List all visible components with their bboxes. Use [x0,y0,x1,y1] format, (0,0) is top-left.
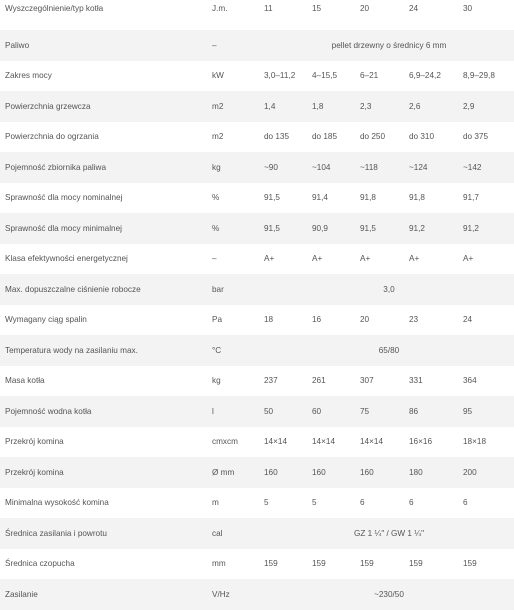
row-value: 91,4 [312,193,328,203]
row-value: 159 [264,559,278,569]
row-unit: % [212,213,264,244]
row-label: Średnica czopucha [5,559,75,569]
row-value: 237 [264,376,278,386]
row-value-span: GZ 1 ¼" / GW 1 ¼" [264,518,514,549]
row-value: do 135 [264,132,290,142]
row-unit: m2 [212,132,224,142]
row-label: Klasa efektywności energetycznej [5,254,128,264]
row-value: 86 [409,396,463,427]
row-value: A+ [312,254,323,264]
row-label: Przekrój komina [0,457,212,488]
row-unit: l [212,396,264,427]
row-unit: m2 [212,91,264,122]
table-row [0,213,514,244]
row-value: 14×14 [312,437,335,447]
row-value: 20 [360,315,370,325]
header-model-15: 15 [312,4,322,13]
header-model-20: 20 [360,4,370,13]
row-value: 2,9 [463,91,514,122]
row-label: Przekrój komina [5,437,64,447]
row-unit: kg [212,152,264,183]
row-value: 60 [312,396,360,427]
row-value: do 250 [360,132,386,142]
row-value: 91,2 [463,213,514,244]
row-value: 16 [312,315,322,325]
row-unit: kg [212,376,221,386]
table-row [0,183,514,214]
row-unit: – [212,254,217,264]
table-row [0,274,514,305]
header-model-11: 11 [264,4,273,13]
table-row [0,579,514,610]
row-value: 1,8 [312,91,360,122]
table-row [0,488,514,519]
row-unit: m [212,498,219,508]
row-value: 91,5 [360,213,409,244]
header-model-24: 24 [409,4,419,13]
row-label: Wymagany ciąg spalin [5,315,87,325]
row-value: 91,8 [409,193,425,203]
row-value: ~104 [312,152,360,183]
row-value: 3,0–11,2 [264,71,296,81]
row-value: 90,9 [312,213,360,244]
table-row [0,366,514,397]
row-label: Pojemność zbiornika paliwa [0,152,212,183]
row-label: Powierzchnia do ogrzania [5,132,99,142]
row-value: 6–21 [360,71,379,81]
row-unit: °C [212,335,264,366]
row-unit: mm [212,559,226,569]
row-value: A+ [360,254,371,264]
table-row [0,122,514,153]
row-value: A+ [264,254,275,264]
table-row [0,427,514,458]
row-unit: cal [212,518,264,549]
row-value: 160 [312,457,360,488]
row-value: 2,3 [360,91,409,122]
row-value-span: 65/80 [264,335,514,366]
row-unit: – [212,30,264,61]
row-value: 261 [312,376,326,386]
row-value: do 310 [409,132,435,142]
row-label: Sprawność dla mocy minimalnej [0,213,212,244]
row-value: 18×18 [463,437,486,447]
row-value: 91,7 [463,193,479,203]
table-row [0,335,514,366]
row-value-span: 3,0 [264,274,514,305]
row-value: 50 [264,396,312,427]
table-row [0,549,514,580]
row-value: do 375 [463,132,489,142]
row-label: Paliwo [0,30,212,61]
row-value: 1,4 [264,91,312,122]
row-value: 75 [360,396,409,427]
header-unit: J.m. [212,4,228,13]
row-unit: cmxcm [212,437,238,447]
row-label: Średnica zasilania i powrotu [0,518,212,549]
table-row [0,518,514,549]
row-value: 91,5 [264,193,280,203]
row-value: 159 [312,559,326,569]
table-row [0,244,514,275]
row-value: 160 [360,457,409,488]
row-label: Zasilanie [0,579,212,610]
row-value: 159 [409,559,423,569]
row-value: 4–15,5 [312,71,338,81]
row-value: 95 [463,396,514,427]
row-value: 2,6 [409,91,463,122]
row-value: ~142 [463,152,514,183]
row-value: ~118 [360,152,409,183]
row-unit: Ø mm [212,457,264,488]
row-value: 23 [409,315,419,325]
row-value: 6,9–24,2 [409,71,441,81]
row-value: 364 [463,376,477,386]
row-value: ~124 [409,152,463,183]
row-label: Masa kotła [5,376,45,386]
row-label: Minimalna wysokość komina [5,498,109,508]
row-value: A+ [409,254,420,264]
row-value: 5 [264,498,269,508]
row-value: A+ [463,254,474,264]
row-value: 14×14 [264,437,287,447]
row-label: Zakres mocy [5,71,52,81]
row-value: 160 [264,457,312,488]
header-model-30: 30 [463,4,473,13]
row-value: 6 [463,498,468,508]
row-value: 331 [409,376,423,386]
row-value: 91,8 [360,193,376,203]
table-row [0,396,514,427]
row-value: 307 [360,376,374,386]
table-row [0,457,514,488]
table-row [0,61,514,92]
row-value: 18 [264,315,274,325]
row-label: Powierzchnia grzewcza [0,91,212,122]
row-value: 180 [409,457,463,488]
row-label: Sprawność dla mocy nominalnej [5,193,123,203]
row-value: 159 [360,559,374,569]
table-row [0,152,514,183]
row-value: 16×16 [409,437,432,447]
row-value: do 185 [312,132,338,142]
row-label: Pojemność wodna kotła [0,396,212,427]
row-unit: kW [212,71,224,81]
row-value: 8,9–29,8 [463,71,495,81]
table-header-row [0,0,514,30]
row-value: 91,2 [409,213,463,244]
header-label: Wyszczególnienie/typ kotła [5,4,104,13]
row-value: 91,5 [264,213,312,244]
row-value: 200 [463,457,514,488]
row-value: ~90 [264,152,312,183]
row-value: 24 [463,315,473,325]
row-value-span: ~230/50 [264,579,514,610]
row-label: Max. dopuszczalne ciśnienie robocze [0,274,212,305]
row-value: 6 [409,498,414,508]
row-unit: Pa [212,315,223,325]
row-value: 6 [360,498,365,508]
row-unit: % [212,193,220,203]
row-value: 14×14 [360,437,383,447]
row-value: 5 [312,498,317,508]
row-unit: V/Hz [212,579,264,610]
row-label: Temperatura wody na zasilaniu max. [0,335,212,366]
row-value: 159 [463,559,477,569]
table-row [0,30,514,61]
row-unit: bar [212,274,264,305]
table-row [0,305,514,336]
row-value-span: pellet drzewny o średnicy 6 mm [264,30,514,61]
table-row [0,91,514,122]
